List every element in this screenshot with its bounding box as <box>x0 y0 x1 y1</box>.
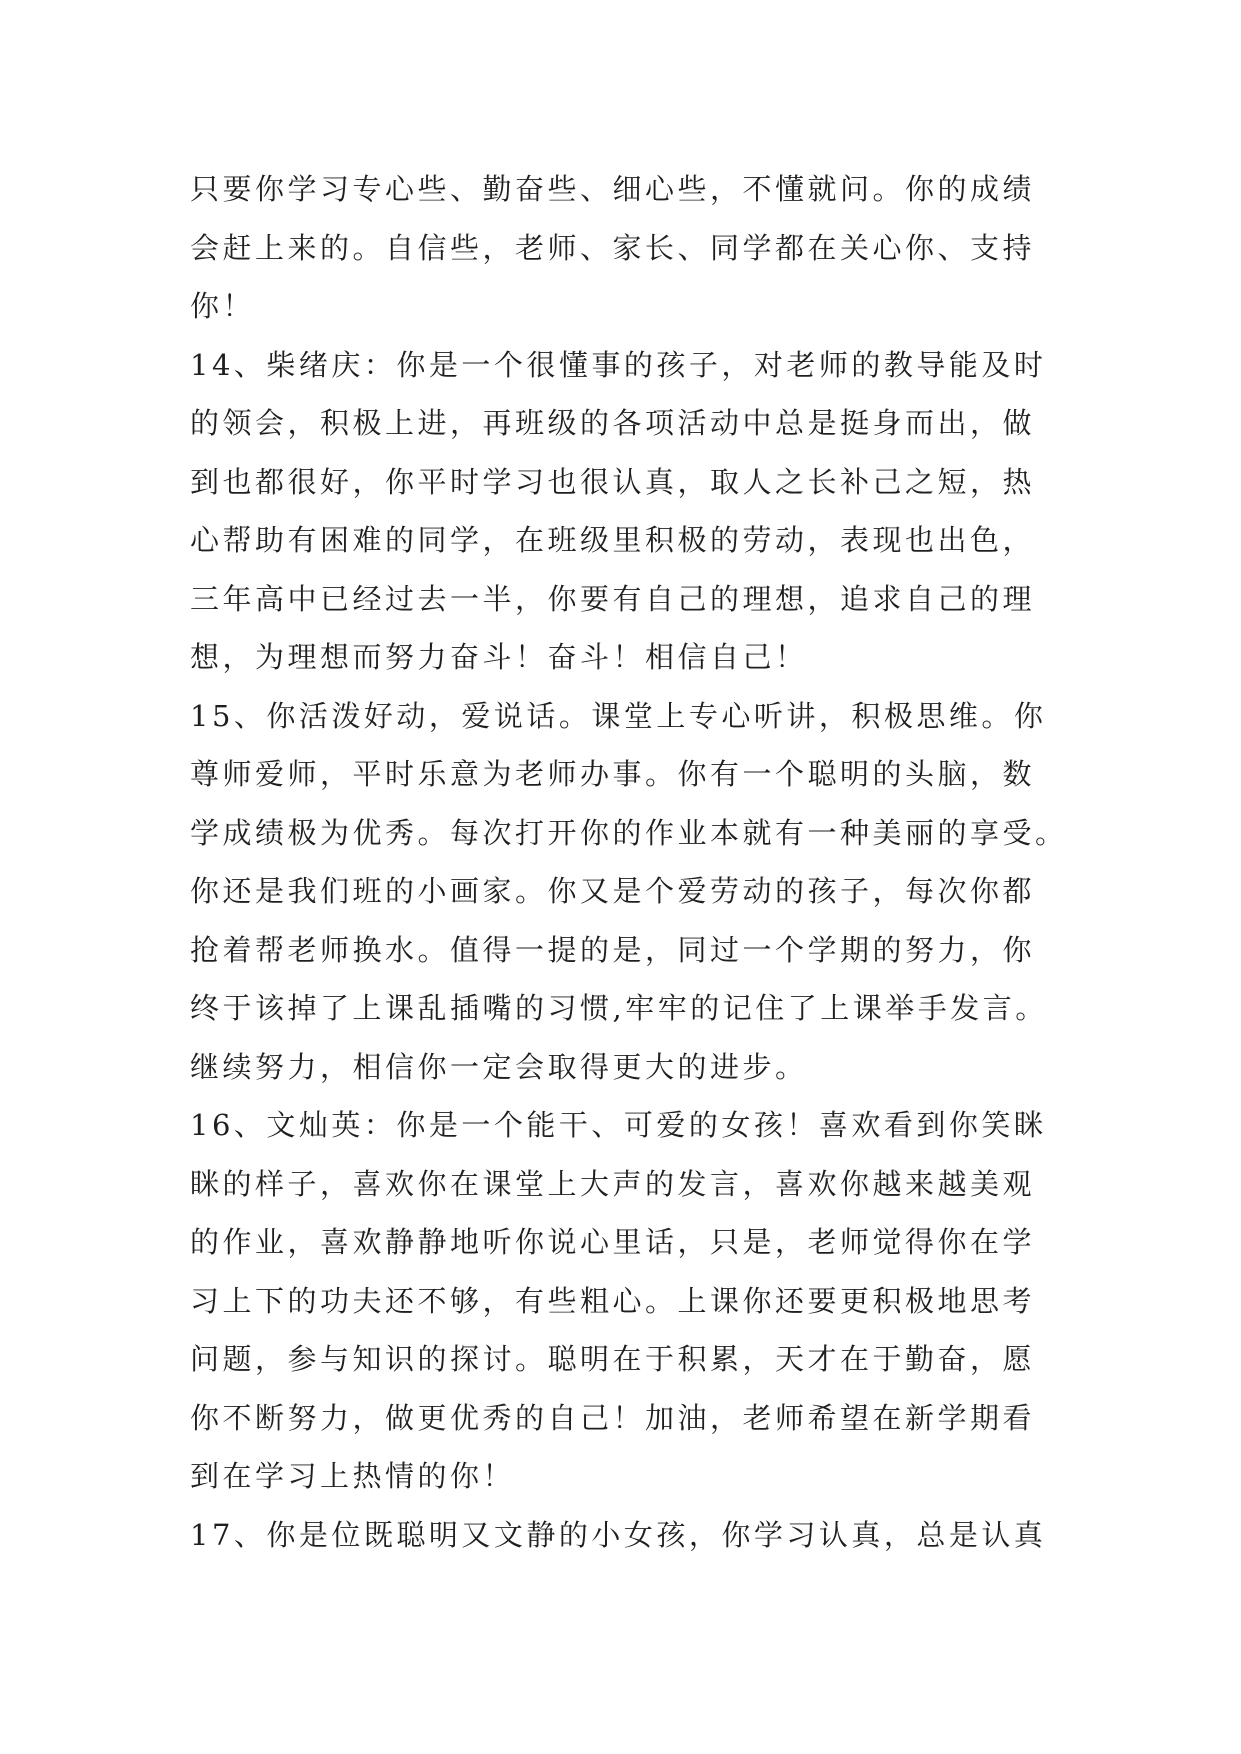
text-line: 14、柴绪庆：你是一个很懂事的孩子，对老师的教导能及时 <box>190 347 1047 382</box>
text-line: 只要你学习专心些、勤奋些、细心些，不懂就问。你的成绩 <box>190 172 1036 206</box>
text-line: 的作业，喜欢静静地听你说心里话，只是，老师觉得你在学 <box>190 1225 1036 1259</box>
text-line: 习上下的功夫还不够，有些粗心。上课你还要更积极地思考 <box>190 1283 1036 1318</box>
text-line: 三年高中已经过去一半，你要有自己的理想，追求自己的理 <box>190 581 1036 616</box>
text-line: 到在学习上热情的你！ <box>190 1459 516 1493</box>
text-line: 的领会，积极上进，再班级的各项活动中总是挺身而出，做 <box>190 406 1036 440</box>
text-line: 心帮助有困难的同学，在班级里积极的劳动，表现也出色， <box>190 523 1036 557</box>
text-line: 到也都很好，你平时学习也很认真，取人之长补己之短，热 <box>190 464 1036 499</box>
text-line: 15、你活泼好动，爱说话。课堂上专心听讲，积极思维。你 <box>190 698 1047 733</box>
text-line: 想，为理想而努力奋斗！奋斗！相信自己！ <box>190 640 808 674</box>
text-line: 终于该掉了上课乱插嘴的习惯,牢牢的记住了上课举手发言。 <box>190 991 1048 1025</box>
text-line: 17、你是位既聪明又文静的小女孩，你学习认真，总是认真 <box>190 1517 1047 1552</box>
text-line: 学成绩极为优秀。每次打开你的作业本就有一种美丽的享受。 <box>190 815 1068 850</box>
text-line: 尊师爱师，平时乐意为老师办事。你有一个聪明的头脑，数 <box>190 757 1036 791</box>
document-body <box>190 160 1070 1564</box>
text-line: 眯的样子，喜欢你在课堂上大声的发言，喜欢你越来越美观 <box>190 1166 1036 1201</box>
text-line: 你不断努力，做更优秀的自己！加油，老师希望在新学期看 <box>190 1400 1036 1435</box>
text-line: 你！ <box>190 289 256 323</box>
text-line: 抢着帮老师换水。值得一提的是，同过一个学期的努力，你 <box>190 932 1036 967</box>
text-line: 会赶上来的。自信些，老师、家长、同学都在关心你、支持 <box>190 230 1036 265</box>
text-line: 你还是我们班的小画家。你又是个爱劳动的孩子，每次你都 <box>190 874 1036 908</box>
text-line: 继续努力，相信你一定会取得更大的进步。 <box>190 1049 808 1084</box>
text-line: 问题，参与知识的探讨。聪明在于积累，天才在于勤奋，愿 <box>190 1342 1036 1376</box>
text-line: 16、文灿英：你是一个能干、可爱的女孩！喜欢看到你笑眯 <box>190 1108 1047 1142</box>
